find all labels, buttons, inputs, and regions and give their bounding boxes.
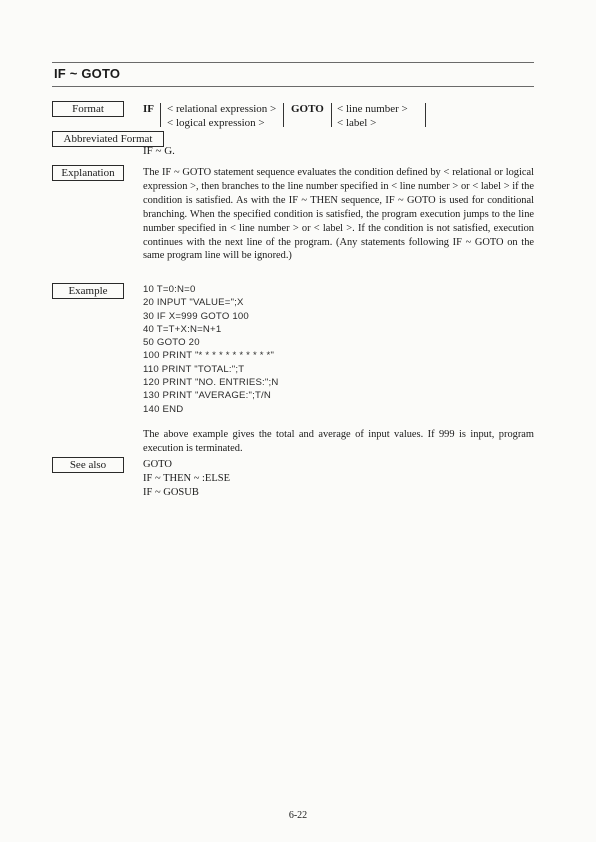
example-note: The above example gives the total and average of input values. If 999 is input, program execution is terminated.	[143, 429, 534, 454]
see-also-list	[143, 458, 230, 500]
see-also-label: See also	[52, 457, 124, 473]
code-line: 120 PRINT "NO. ENTRIES:";N	[143, 377, 279, 389]
goto-keyword: GOTO	[291, 103, 324, 115]
label-target: < label >	[337, 117, 377, 129]
code-line: 40 T=T+X:N=N+1	[143, 323, 222, 335]
code-line: 50 GOTO 20	[143, 337, 200, 349]
see-also-item: IF ~ THEN ~ :ELSE	[143, 473, 230, 484]
right-brace	[283, 103, 287, 127]
abbreviated-format-value: IF ~ G.	[143, 145, 175, 157]
title-underline	[52, 86, 534, 87]
code-line: 20 INPUT "VALUE=";X	[143, 297, 244, 309]
format-label: Format	[52, 101, 124, 117]
left-brace	[160, 103, 164, 127]
example-label: Example	[52, 283, 124, 299]
logical-expression: < logical expression >	[167, 117, 265, 129]
see-also-item: GOTO	[143, 459, 172, 470]
explanation-label: Explanation	[52, 165, 124, 181]
code-line: 10 T=0:N=0	[143, 284, 196, 295]
code-line: 30 IF X=999 GOTO 100	[143, 310, 249, 322]
abbreviated-format-label: Abbreviated Format	[52, 131, 164, 147]
explanation-text: The IF ~ GOTO statement sequence evaluates the condition defined by < relational or logical expression >, then branches to the line number specified in < line number > or < label > if the condition is satisfied. As with the IF ~ THEN sequence, IF ~ GOTO is used for conditional branching. When the specified condition is satisfied, the program execution jumps to the line number specified in < line number > or < label >. If the condition is not satisfied, execution continues with the next line of the program. (Any statements following IF ~ GOTO on the same program line will be ignored.)	[143, 167, 534, 262]
see-also-item: IF ~ GOSUB	[143, 487, 199, 498]
code-line: 100 PRINT "* * * * * * * * * * *"	[143, 350, 275, 362]
code-line: 130 PRINT "AVERAGE:";T/N	[143, 390, 272, 402]
code-line: 140 END	[143, 403, 184, 415]
page-number: 6-22	[288, 810, 308, 821]
page-title: IF ~ GOTO	[54, 66, 121, 81]
top-rule	[52, 62, 534, 63]
target-right-brace	[425, 103, 429, 127]
if-keyword: IF	[143, 103, 154, 115]
code-line: 110 PRINT "TOTAL:";T	[143, 363, 245, 375]
target-left-brace	[331, 103, 335, 127]
relational-expression: < relational expression >	[167, 103, 277, 115]
line-number: < line number >	[337, 103, 408, 115]
example-code	[143, 283, 473, 416]
